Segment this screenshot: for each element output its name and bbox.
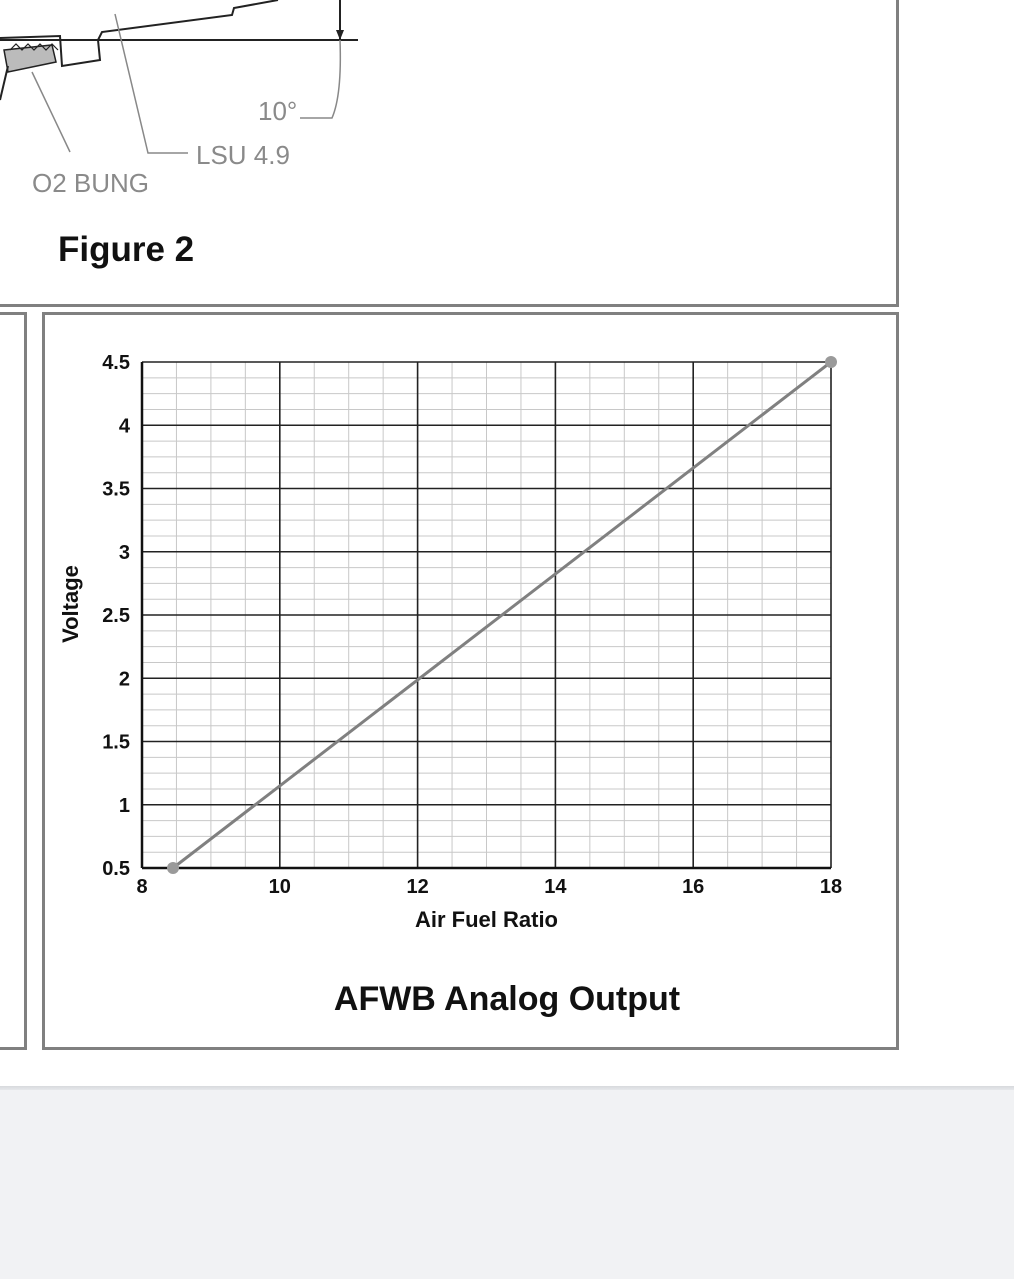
x-tick-label: 8 <box>136 876 148 898</box>
y-tick-label: 1 <box>118 794 130 817</box>
y-tick-label: 3.5 <box>102 478 130 501</box>
x-axis-label: Air Fuel Ratio <box>414 907 559 932</box>
o2-bung-label: O2 BUNG <box>32 168 150 198</box>
y-axis-label: Voltage <box>58 565 83 643</box>
x-tick-label: 14 <box>544 876 567 898</box>
lsu-label: LSU 4.9 <box>196 140 290 170</box>
data-point <box>167 862 179 874</box>
chart-title: AFWB Analog Output <box>333 980 681 1018</box>
x-tick-label: 12 <box>406 876 429 898</box>
y-tick-label: 2 <box>118 668 130 691</box>
data-point <box>825 356 837 368</box>
tick-labels <box>102 352 842 898</box>
y-tick-label: 0.5 <box>102 858 130 880</box>
viewer-background <box>0 1090 1014 1279</box>
y-tick-label: 1.5 <box>102 731 130 754</box>
angle-label: 10° <box>258 96 298 126</box>
y-tick-label: 3 <box>118 541 130 564</box>
x-tick-label: 16 <box>682 876 705 898</box>
y-tick-label: 4.5 <box>102 352 130 374</box>
y-tick-label: 4 <box>118 415 130 438</box>
figure-caption: Figure 2 <box>58 230 195 269</box>
y-tick-label: 2.5 <box>102 605 130 627</box>
x-tick-label: 18 <box>819 876 843 898</box>
x-tick-label: 10 <box>268 876 291 898</box>
